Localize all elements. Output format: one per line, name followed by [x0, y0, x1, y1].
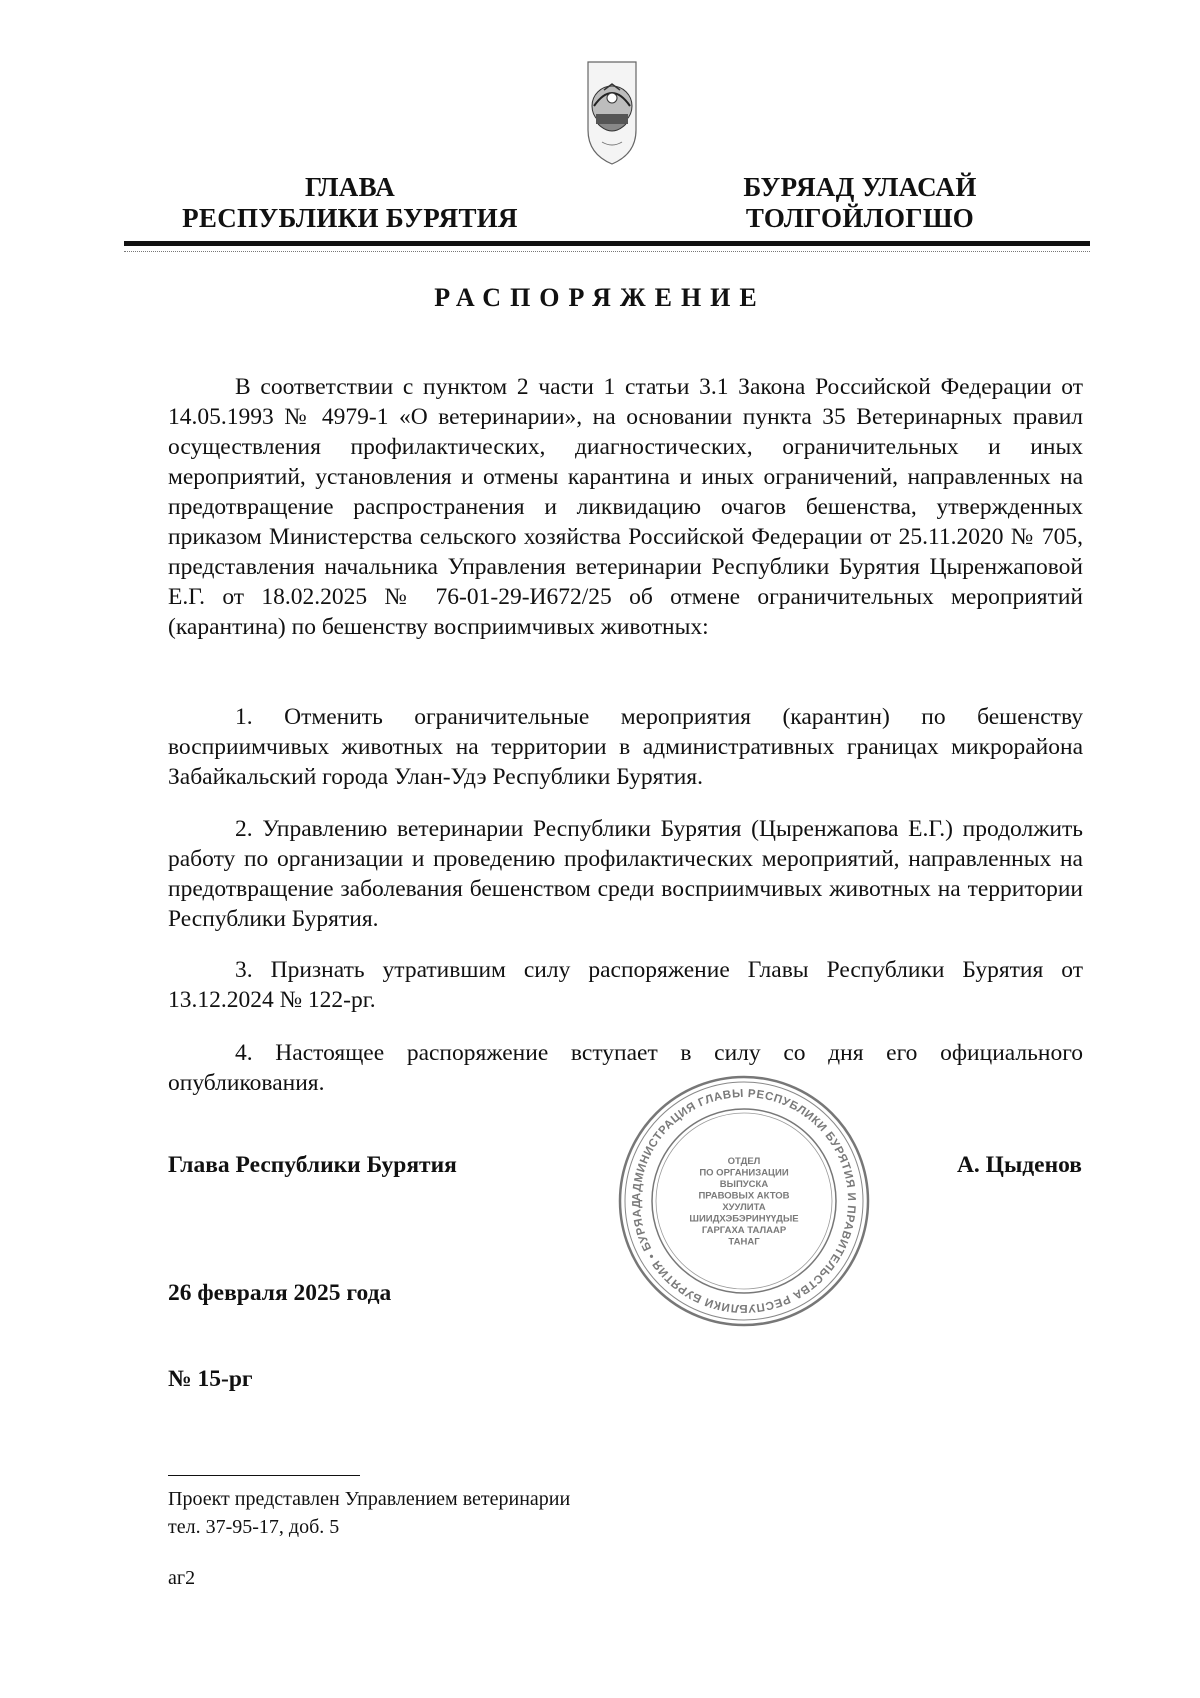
header-left-line2: РЕСПУБЛИКИ БУРЯТИЯ	[182, 203, 518, 233]
signature-position: Глава Республики Бурятия	[168, 1152, 457, 1178]
seal-center-line: ОТДЕЛ	[727, 1155, 761, 1167]
document-title: РАСПОРЯЖЕНИЕ	[434, 283, 766, 312]
header-right-line2: ТОЛГОЙЛОГШО	[745, 203, 975, 233]
seal-center-line: ТАНАГ	[728, 1236, 760, 1248]
header-rule-dotted	[124, 251, 1090, 252]
footnote-code: аг2	[168, 1567, 196, 1589]
item-1	[168, 702, 1083, 792]
footnote-line2: тел. 37-95-17, доб. 5	[168, 1516, 340, 1538]
document-date: 26 февраля 2025 года	[168, 1280, 392, 1306]
official-seal	[616, 1073, 872, 1329]
seal-center-line: ПО ОРГАНИЗАЦИИ	[699, 1167, 789, 1179]
item-3-text: 3. Признать утратившим силу распоряжение Главы Республики Бурятия от 13.12.2024 № 122-рг.	[168, 957, 1083, 1013]
item-2-text: 2. Управлению ветеринарии Республики Бурятия (Цыренжапова Е.Г.) продолжить работу по организации и проведению профилактических мероприятий, направленных на предотвращение заболевания бешенством среди восприимчивых животных на территории Республики Бурятия.	[168, 816, 1083, 932]
footnote-line1: Проект представлен Управлением ветеринарии	[168, 1488, 571, 1510]
header-left	[150, 172, 550, 234]
item-1-text: 1. Отменить ограничительные мероприятия (карантин) по бешенству восприимчивых животных на территории в административных границах микрорайона Забайкальский города Улан-Удэ Республики Бурятия.	[168, 704, 1083, 790]
footnote-rule	[168, 1475, 360, 1476]
seal-center-line: ГАРГАХА ТАЛААР	[701, 1224, 787, 1236]
signature-name: А. Цыденов	[956, 1152, 1082, 1178]
header-right-line1: БУРЯАД УЛАСАЙ	[743, 172, 977, 202]
item-2	[168, 814, 1083, 934]
header-rule	[124, 241, 1090, 246]
seal-center-line: ПРАВОВЫХ АКТОВ	[698, 1190, 790, 1202]
intro-paragraph	[168, 372, 1083, 642]
intro-text: В соответствии с пунктом 2 части 1 статьи 3.1 Закона Российской Федерации от 14.05.1993 № 4979-1 «О ветеринарии», на основании пункта 35 Ветеринарных правил осуществления профилактических, диагностических, ограничительных и иных мероприятий, установления и отмены карантина и иных ограничений, направленных на предотвращение распространения и ликвидацию очагов бешенства, утвержденных приказом Министерства сельского хозяйства Российской Федерации от 25.11.2020 № 705, представления начальника Управления ветеринарии Республики Бурятия Цыренжаповой Е.Г. от 18.02.2025 № 76-01-29-И672/25 об отмене ограничительных мероприятий (карантина) по бешенству восприимчивых животных:	[168, 374, 1083, 640]
seal-center-line: ХУУЛИТА	[722, 1201, 766, 1213]
coat-of-arms-emblem	[584, 58, 640, 168]
header-left-line1: ГЛАВА	[304, 172, 396, 202]
svg-text:АДМИНИСТРАЦИЯ ГЛАВЫ РЕСПУБЛИКИ: АДМИНИСТРАЦИЯ ГЛАВЫ РЕСПУБЛИКИ БУРЯТИЯ И ПРАВИТЕЛЬСТВА РЕСПУБЛИКИ БУРЯТИЯ • БУРЯАД	[630, 1087, 858, 1315]
item-4-text: 4. Настоящее распоряжение вступает в силу со дня его официального опубликования.	[168, 1040, 1083, 1096]
seal-center-line: ШИИДХЭБЭРИНҮҮДЫЕ	[689, 1213, 799, 1225]
item-3	[168, 955, 1083, 1015]
header-right	[650, 172, 1070, 234]
document-number: № 15-рг	[168, 1366, 253, 1392]
seal-center-line: ВЫПУСКА	[719, 1178, 769, 1190]
